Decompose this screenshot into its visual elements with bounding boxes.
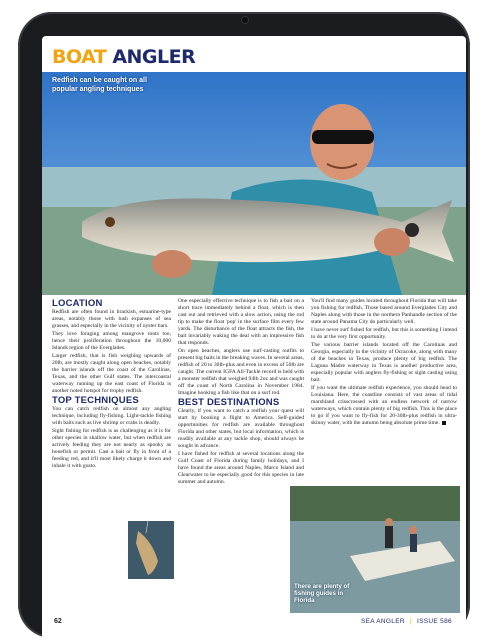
inset-fish-photo — [128, 521, 174, 579]
magazine-page[interactable] — [42, 36, 466, 640]
section-heading-techniques: TOP TECHNIQUES — [52, 395, 139, 406]
column-2 — [178, 298, 304, 487]
paragraph: Larger redfish, that is fish weighing upwards of 20lb, are mostly caught along open beaches, notably the barrier islands off the coast of the Carolinas, Texas, and the other Gulf states. The intercoastal waterway running up the east coast of Florida is another noted hotspot for trophy redfish. — [52, 353, 171, 394]
paragraph: They love foraging among mangrove roots too, hence their proliferation throughout the 10,000 Islands region of the Everglades. — [52, 331, 171, 351]
paragraph: On open beaches, anglers use surf-casting outfits to present big baits in the breaking waves. In several areas, redfish of 20 to 30lb-plus and even in excess of 50lb are caught. The current IGFA All-Tackle record is held with a monster redfish that weighed 94lb 2oz and was caught off the coast of North Carolina in November 1984. Imagine hooking a fish like that on a surf rod. — [178, 348, 304, 396]
hero-caption: Redfish can be caught on all popular angling techniques — [52, 77, 147, 93]
footer-issue: ISSUE 586 — [417, 618, 452, 625]
paragraph — [311, 385, 457, 427]
paragraph: I have never surf fished for redfish, but this is something I intend to do at the very first opportunity. — [311, 327, 457, 340]
footer-separator: | — [409, 618, 412, 625]
paragraph: You can catch redfish on almost any angling technique, including fly-fishing. Light-tackle fishing with baits such as live shrimp or crabs is deadly. — [52, 406, 171, 426]
boat-caption: There are plenty of fishing guides in Florida — [294, 583, 350, 605]
footer-title: SEA ANGLER — [361, 618, 405, 625]
paragraph: You'll find many guides located throughout Florida that will take you fishing for redfish. Those based around Everglades City and Naples along with those in the northern Panhandle section of the state around Panama City do particularly well. — [311, 298, 457, 325]
hero-photo — [42, 72, 466, 295]
paragraph: The various barrier islands located off the Carolinas and Georgia, especially in the vicinity of Ocracoke, along with many of the beaches in Texas, produce plenty of big redfish. The Laguna Madre waterway in Texas is another productive area, especially popular with anglers fly-fishing or sight casting using bait. — [311, 342, 457, 383]
section-heading-location: LOCATION — [52, 298, 103, 309]
angler-with-redfish-image — [42, 72, 466, 295]
paragraph-text: If you want the ultimate redfish experience, you should head to Louisiana. Here, the coastline consists of vast areas of tidal marshland crisscrossed with an endless network of narrow waterways, which contain plenty of big redfish. This is the place to go if you want to fly-fish for 20-30lb-plus redfish in ultra-skinny water, with the autumn being absolute prime time. — [311, 385, 457, 426]
paragraph: Redfish are often found in brackish, estuarine-type areas, notably those with lush expanses of sea grasses, and especially in the vicinity of oyster bars. — [52, 309, 171, 329]
paragraph: Clearly, if you want to catch a redfish your quest will start by booking a flight to America. Self-guided opportunities for redfish are available throughout Florida and other states, but local information, which is readily available at any tackle shop, should always be sought in advance. — [178, 408, 304, 449]
tablet-frame — [18, 12, 470, 638]
masthead — [52, 46, 195, 68]
paragraph: One especially effective technique is to fish a bait on a short trace immediately behind a float, which is then cast out and retrieved with a slow action, using the rod tip to make the float 'pop' in the surface film every few yards. The disturbance of the float attracts the fish, the bait invariably waking the deal with an impressive fish that responds. — [178, 298, 304, 346]
paragraph: Sight fishing for redfish is as challenging as it is for other species in shallow water, but when redfish are actively feeding they are not nearly as spooky as bonefish or permit. Cast a bait or fly in front of a feeding red, and it'll most likely charge it down and inhale it with gusto. — [52, 428, 171, 469]
fish-on-line-image — [128, 521, 174, 579]
masthead-angler: ANGLER — [112, 46, 196, 68]
end-square-icon — [442, 421, 446, 425]
column-1 — [52, 298, 171, 471]
page-number: 62 — [54, 618, 62, 625]
magazine-footer — [361, 618, 452, 625]
section-heading-destinations: BEST DESTINATIONS — [178, 397, 280, 408]
camera-icon — [241, 16, 249, 24]
masthead-boat: BOAT — [52, 46, 107, 68]
paragraph: I have fished for redfish at several locations along the Gulf Coast of Florida during family holidays, and I have found the areas around Naples, Marco Island and Clearwater to be especially good for this species in late summer and autumn. — [178, 451, 304, 485]
column-3 — [311, 298, 457, 428]
